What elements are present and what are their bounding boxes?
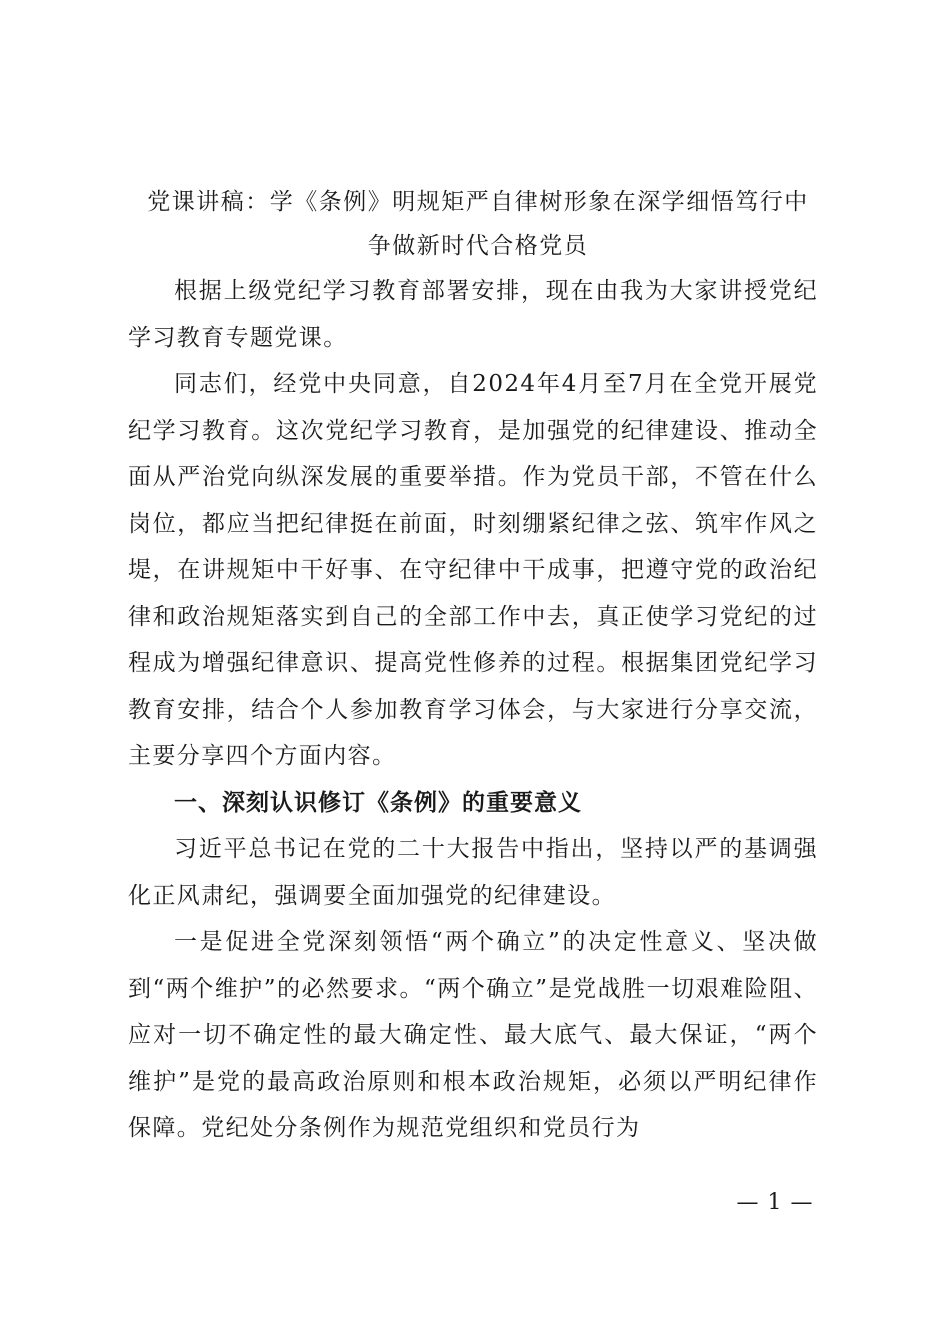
paragraph-intro: 根据上级党纪学习教育部署安排，现在由我为大家讲授党纪学习教育专题党课。 — [128, 278, 818, 351]
title-line-1: 党课讲稿：学《条例》明规矩严自律树形象在深学细悟笃行中 — [147, 189, 809, 215]
document-title — [128, 180, 828, 268]
page-number: — 1 — — [736, 1190, 814, 1215]
document-body — [128, 268, 818, 1152]
paragraph-section-intro: 习近平总书记在党的二十大报告中指出，坚持以严的基调强化正风肃纪，强调要全面加强党的纪律建设。 — [128, 836, 818, 909]
paragraph-background: 同志们，经党中央同意，自2024年4月至7月在全党开展党纪学习教育。这次党纪学习教育，是加强党的纪律建设、推动全面从严治党向纵深发展的重要举措。作为党员干部，不管在什么岗位，都应当把纪律挺在前面，时刻绷紧纪律之弦、筑牢作风之堤，在讲规矩中干好事、在守纪律中干成事，把遵守党的政治纪律和政治规矩落实到自己的全部工作中去，真正使学习党纪的过程成为增强纪律意识、提高党性修养的过程。根据集团党纪学习教育安排，结合个人参加教育学习体会，与大家进行分享交流，主要分享四个方面内容。 — [128, 371, 818, 769]
title-line-2: 争做新时代合格党员 — [367, 233, 589, 259]
section-heading: 一、深刻认识修订《条例》的重要意义 — [174, 789, 582, 816]
paragraph-point-one: 一是促进全党深刻领悟“两个确立”的决定性意义、坚决做到“两个维护”的必然要求。“两个确立”是党战胜一切艰难险阻、应对一切不确定性的最大确定性、最大底气、最大保证，“两个维护”是党的最高政治原则和根本政治规矩，必须以严明纪律作保障。党纪处分条例作为规范党组织和党员行为 — [128, 929, 818, 1141]
